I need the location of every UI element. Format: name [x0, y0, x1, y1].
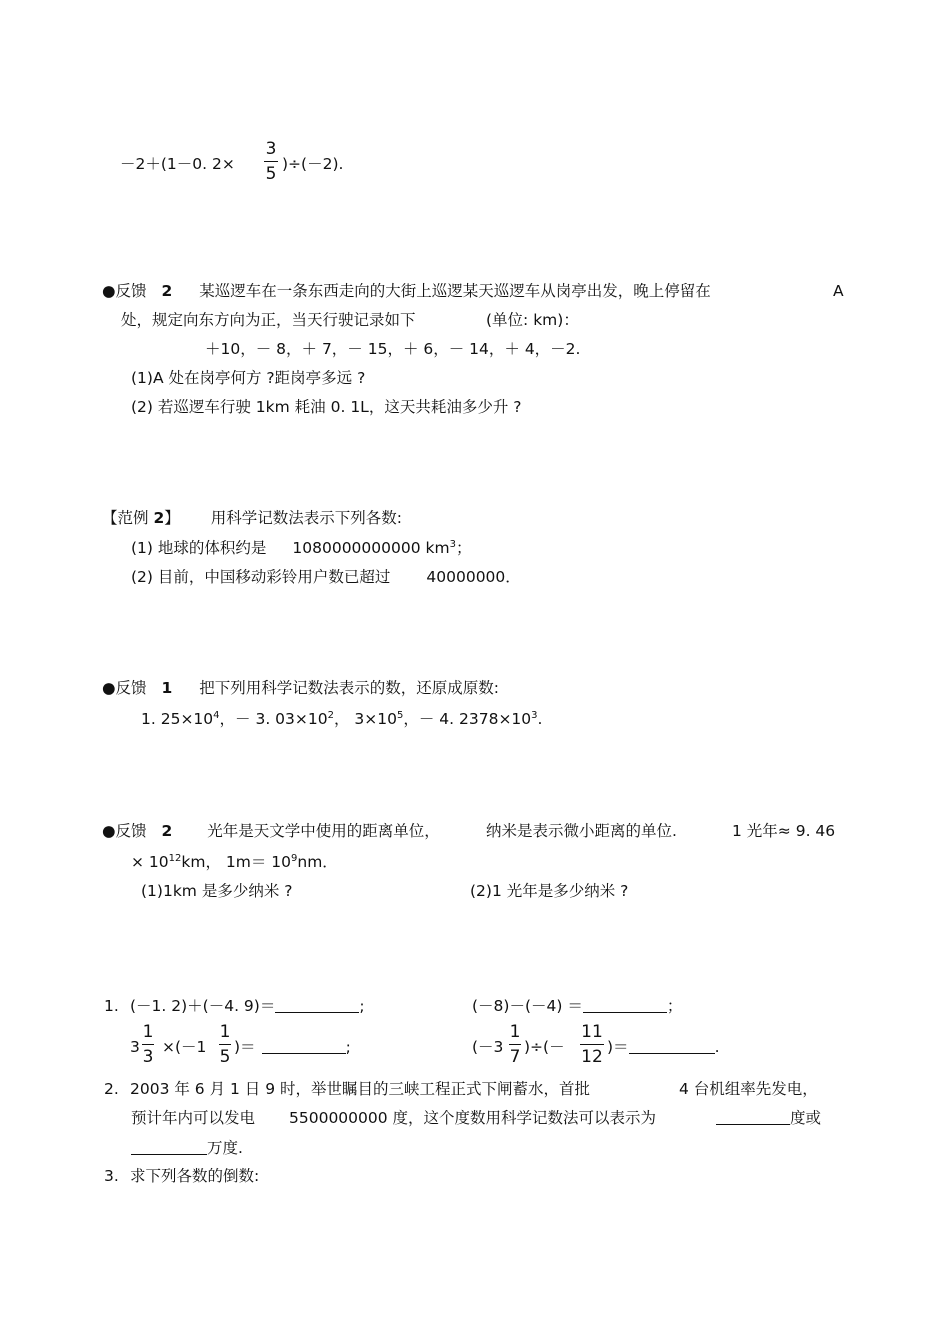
expression-1-prefix: －2＋(1－0. 2×	[120, 155, 235, 173]
exercise-1-expr-2: (－8)－(－4) ＝ ；	[472, 997, 683, 1015]
exercise-2-line2-end: 度或	[716, 1108, 821, 1128]
exercise-3-text: 求下列各数的倒数:	[130, 1167, 260, 1185]
example-2-heading: 【范例 2】 用科学记数法表示下列各数:	[102, 509, 402, 527]
feedback-text: 某巡逻车在一条东西走向的大街上巡逻某天巡逻车从岗亭出发，晚上停留在	[199, 282, 711, 300]
feedback-2b-question-2: (2)1 光年是多少纳米 ?	[470, 882, 629, 900]
feedback-1-heading: ●反馈 1 把下列用科学记数法表示的数，还原成原数:	[102, 679, 499, 697]
feedback-2b-heading: ●反馈 2 光年是天文学中使用的距离单位，	[102, 822, 440, 840]
exercise-2-line2: 预计年内可以发电	[131, 1109, 256, 1127]
feedback-1-items: 1. $25\times 10^4$，－ 3. $03\times 10^2$， $3\times 10^5$，－ 4. $2378\times 10^3$.	[141, 710, 543, 728]
feedback-2b-text-3: 1 光年≈ 9. 46	[732, 822, 836, 840]
feedback-2-unit: (单位: km)：	[486, 311, 579, 329]
exercise-1-expr-1: (－1. 2)＋(－4. 9)＝ ;	[130, 997, 365, 1015]
fraction-denominator: 5	[265, 164, 277, 184]
feedback-2-heading	[102, 281, 711, 301]
feedback-2b-line2: × $10^{12}km$， $1m= 10^9nm$．	[131, 853, 338, 871]
fraction-1-3: 1 3	[142, 1022, 154, 1067]
example-2-question-2: (2) 目前，中国移动彩铃用户数已超过 40000000．	[131, 568, 521, 586]
expression-1-suffix: )÷(－2).	[282, 155, 344, 173]
answer-blank[interactable]	[629, 1038, 715, 1054]
exercise-1-number: 1.	[104, 997, 119, 1015]
exercise-2-line2-b: 5500000000 度，这个度数用科学记数法可以表示为	[289, 1109, 657, 1127]
feedback-number: 2	[161, 282, 173, 300]
answer-blank[interactable]	[262, 1038, 346, 1054]
exercise-1-expr-4-start: (－3	[472, 1038, 504, 1056]
feedback-2-end-letter: A	[833, 282, 844, 300]
example-2-question-1: (1) 地球的体积约是 1080000000000 $km^3$；	[131, 539, 472, 557]
exercise-2-line1-end: 4 台机组率先发电，	[679, 1080, 818, 1098]
exercise-1-expr-3-whole: 3	[130, 1038, 140, 1056]
exercise-1-expr-3-mid: ×(－1	[162, 1038, 207, 1056]
fraction-11-12: 11 12	[581, 1022, 603, 1067]
answer-blank[interactable]	[583, 997, 667, 1013]
example-2-text: 用科学记数法表示下列各数:	[210, 509, 402, 527]
exercise-1-expr-4-end: )＝ .	[607, 1038, 720, 1056]
feedback-2b-question-1: (1)1km 是多少纳米 ?	[141, 882, 293, 900]
feedback-2-line2: 处，规定向东方向为正，当天行驶记录如下	[121, 311, 416, 329]
feedback-1-text: 把下列用科学记数法表示的数，还原成原数:	[199, 679, 499, 697]
exercise-2-line1: 2003 年 6 月 1 日 9 时，举世瞩目的三峡工程正式下闸蓄水，首批	[130, 1080, 591, 1098]
fraction-numerator: 3	[265, 139, 277, 159]
feedback-2b-text-2: 纳米是表示微小距离的单位.	[486, 822, 677, 840]
answer-blank[interactable]	[275, 997, 359, 1013]
fraction-1-5: 1 5	[219, 1022, 231, 1067]
fraction-3-5	[264, 139, 278, 184]
exercise-1-expr-3-end: )＝ ;	[234, 1038, 351, 1056]
feedback-2-question-2: (2) 若巡逻车行驶 1km 耗油 0. 1L，这天共耗油多少升 ?	[131, 398, 522, 416]
feedback-2-question-1: (1)A 处在岗亭何方 ?距岗亭多远 ?	[131, 369, 366, 387]
feedback-2-records: ＋10，－ 8，＋ 7，－ 15，＋ 6，－ 14，＋ 4，－2.	[205, 340, 581, 358]
answer-blank[interactable]	[131, 1139, 207, 1155]
fraction-1-7: 1 7	[509, 1022, 521, 1067]
answer-blank[interactable]	[716, 1109, 790, 1125]
exercise-2-number: 2.	[104, 1080, 119, 1098]
exercise-3-number: 3.	[104, 1167, 119, 1185]
exercise-1-expr-4-mid: )÷(－	[524, 1038, 565, 1056]
exercise-2-line3: 万度.	[131, 1138, 243, 1158]
feedback-bullet: ●反馈	[102, 282, 147, 300]
